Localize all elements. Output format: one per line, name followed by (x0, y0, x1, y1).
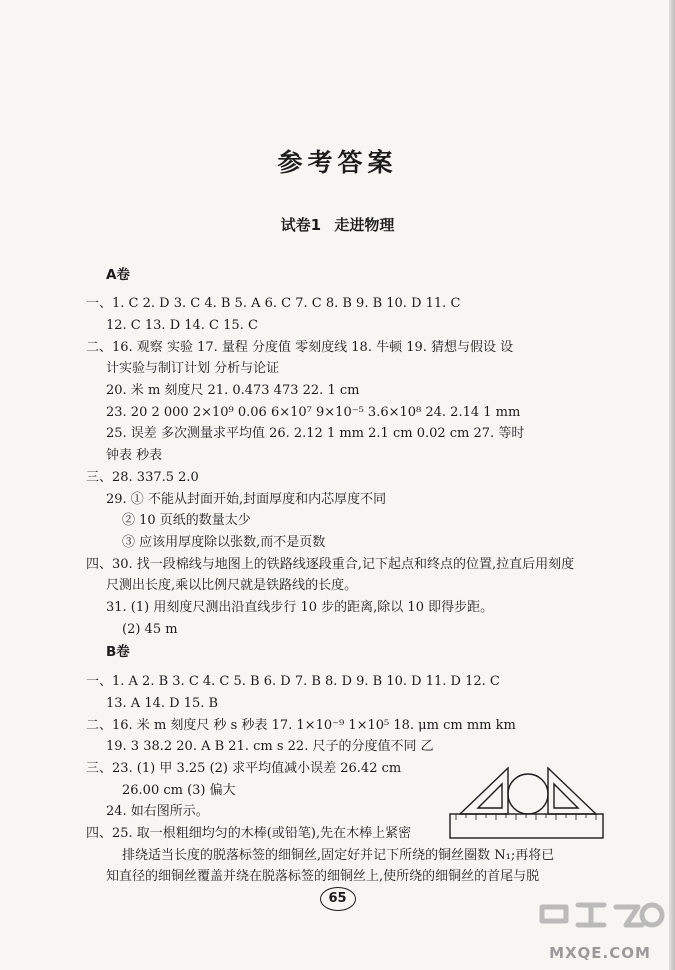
answer-line: 26.00 cm (3) 偏大 (122, 783, 236, 798)
answer-line: 三、23. (1) 甲 3.25 (2) 求平均值减小误差 26.42 cm (86, 761, 402, 776)
answer-line: 24. 如右图所示。 (106, 804, 209, 819)
page-number-text: 65 (320, 887, 356, 911)
answer-line: ③ 应该用厚度除以张数,而不是页数 (122, 535, 326, 550)
section-a-heading: A卷 (106, 267, 130, 283)
answer-line: 29. ① 不能从封面开始,封面厚度和内芯厚度不同 (106, 492, 387, 507)
answer-line: 19. 3 38.2 20. A B 21. cm s 22. 尺子的分度值不同 乙 (106, 739, 434, 754)
answer-line: 三、28. 337.5 2.0 (86, 470, 199, 485)
answer-line: 钟表 秒表 (106, 448, 163, 463)
page-title: 参考答案 (277, 148, 398, 177)
answer-line: 二、16. 观察 实验 17. 量程 分度值 零刻度线 18. 牛顿 19. 猜想与假设 设 (86, 340, 514, 355)
ruler-triangles-figure (448, 762, 606, 840)
answer-line: 二、16. 米 m 刻度尺 秒 s 秒表 17. 1×10⁻⁹ 1×10⁵ 18. μm cm mm km (86, 718, 516, 733)
answer-line: 12. C 13. D 14. C 15. C (106, 318, 258, 333)
answer-line: (2) 45 m (122, 622, 178, 637)
answer-line: 四、30. 找一段棉线与地图上的铁路线逐段重合,记下起点和终点的位置,拉直后用刻度 (86, 557, 575, 572)
answer-line: 13. A 14. D 15. B (106, 696, 219, 711)
test-title: 试卷1 走进物理 (280, 216, 395, 234)
answer-line: 知直径的细铜丝覆盖并绕在脱落标签的细铜丝上,使所绕的细铜丝的首尾与脱 (106, 869, 540, 884)
answer-line: 一、1. A 2. B 3. C 4. C 5. B 6. D 7. B 8. D 9. B 10. D 11. D 12. C (86, 674, 500, 689)
answer-line: ② 10 页纸的数量太少 (122, 513, 251, 528)
answer-line: 20. 米 m 刻度尺 21. 0.473 473 22. 1 cm (106, 383, 360, 398)
answer-line: 一、1. C 2. D 3. C 4. B 5. A 6. C 7. C 8. B 9. B 10. D 11. C (86, 296, 461, 311)
answer-line: 31. (1) 用刻度尺测出沿直线步行 10 步的距离,除以 10 即得步距。 (106, 600, 494, 615)
answer-line: 23. 20 2 000 2×10⁹ 0.06 6×10⁷ 9×10⁻⁵ 3.6×10⁸ 24. 2.14 1 mm (106, 405, 521, 420)
answer-line: 计实验与制订计划 分析与论证 (106, 361, 280, 376)
answer-line: 四、25. 取一根粗细均匀的木棒(或铅笔),先在木棒上紧密 (86, 826, 412, 841)
watermark-text: MXQE.COM (549, 944, 651, 962)
answer-line: 25. 误差 多次测量求平均值 26. 2.12 1 mm 2.1 cm 0.02 cm 27. 等时 (106, 426, 525, 441)
answer-line: 排绕适当长度的脱落标签的细铜丝,固定好并记下所绕的铜丝圈数 N₁;再将已 (122, 848, 555, 863)
answer-line: 尺测出长度,乘以比例尺就是铁路线的长度。 (106, 578, 358, 593)
section-b-heading: B卷 (106, 644, 130, 660)
